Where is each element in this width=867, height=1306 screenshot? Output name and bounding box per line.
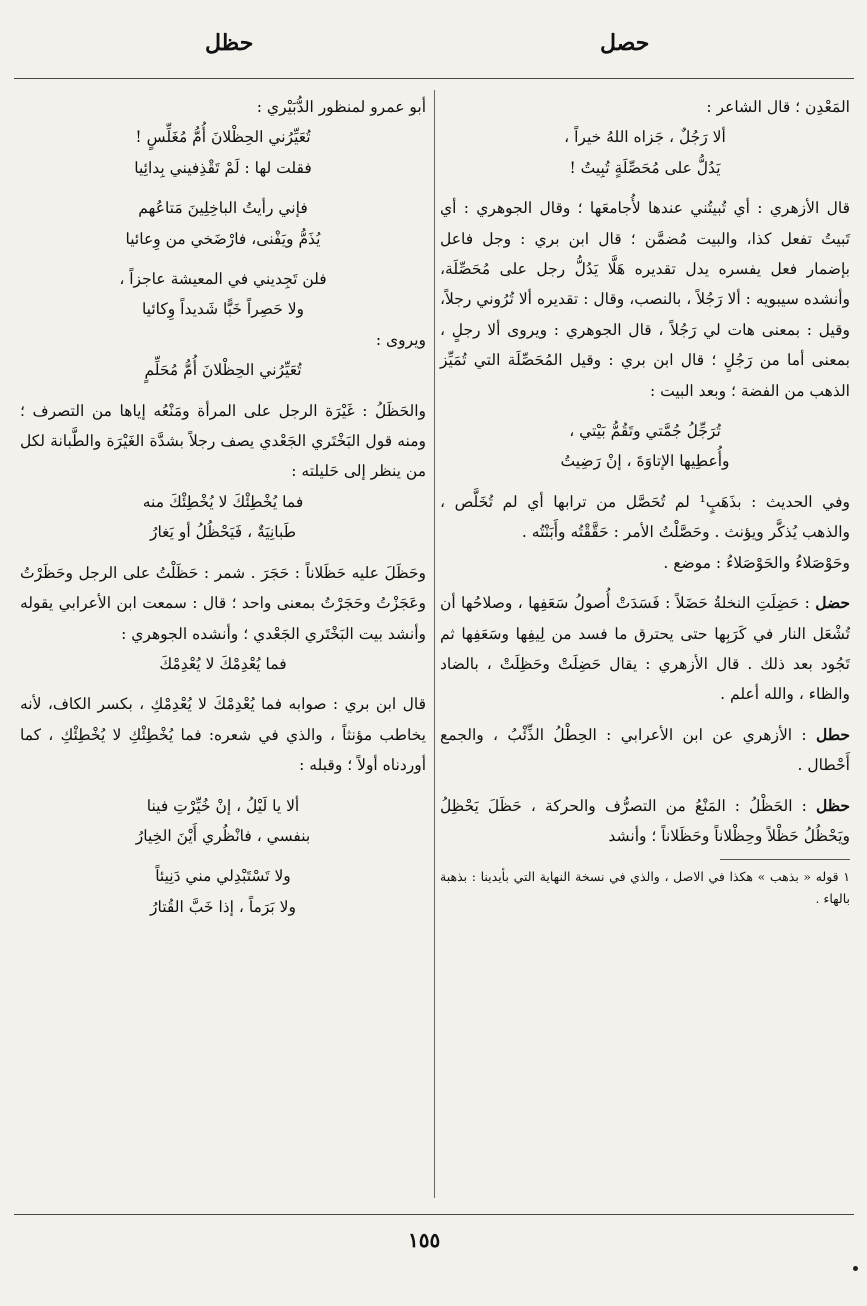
text-paragraph: والحَظَلُ : غَيْرَة الرجل على المرأة ومَنْعُه إياها من التصرف ؛ ومنه قول البَخْتَري الجَعْدي يصف رجلاً بشدَّة الغَيْرَة والطَّبانة لكل من ينظر إلى حَليلته : <box>20 401 426 481</box>
page-number: ١٥٥ <box>408 1228 441 1252</box>
running-header-left: حظل <box>205 30 254 56</box>
text-line: أبو عمرو لمنظور الدُّبَيْري : <box>256 98 426 116</box>
right-column <box>440 92 850 910</box>
headword: حطل <box>815 724 850 744</box>
running-header-right: حصل <box>600 30 650 56</box>
verse-line: يُذَمُّ ويَفْنى، فارْضَخي من وِعائيا <box>125 229 321 248</box>
headword: حضل <box>815 593 850 613</box>
left-column <box>20 92 426 922</box>
verse-line: فقلت لها : لَمْ تَقْذِفيني بِدائِيا <box>134 158 312 177</box>
verse-line: ولا تَسْتَبْدِلي مني دَنِيئاً <box>155 867 291 886</box>
verse-line: فما يُعْدِمْكَ لا يُعْدِمْكَ <box>159 654 287 673</box>
verse-line: تُعَيِّرُني الحِظْلانَ أُمُّ مُغَلِّسٍ ! <box>135 128 311 147</box>
entry-text: : الحَظْلُ : المَنْعُ من التصرُّف والحركة ، حَظَلَ يَحْظِلُ ويَحْظُلُ حَظْلاً وحِظْلاناً وحَظَلاناً ؛ وأنشد <box>440 796 850 845</box>
text-paragraph: وفي الحديث : بذَهَبٍ¹ لم تُحَصَّل من ترابها أي لم تُخَلَّص ، والذهب يُذكَّر ويؤنث . وحَصَّلْتُ الأمر : حَقَّقْتُه وأَبَنْتُه . <box>440 492 850 542</box>
verse-line: وأُعطِيها الإتاوَةَ ، إنْ رَضِيتُ <box>560 452 730 471</box>
entry-text: : حَضِلَتِ النخلةُ حَضَلاً : فَسَدَتْ أُصولُ سَعَفِها ، وصلاحُها أن تُشْعَل النار في كَرَبِها حتى يحترق ما فسد من لِيفِها وسَعَفِها ثم تَجُود بعد ذلك . قال الأزهري : يقال حَضِلَتْ وحَظِلَتْ ، بالضاد والظاء ، والله أعلم . <box>440 594 850 704</box>
headword: حظل <box>815 795 850 815</box>
footnote-rule <box>720 859 850 860</box>
text-paragraph: وحَوْصَلاءُ والحَوْصَلاءُ : موضع . <box>663 553 850 572</box>
entry-hadl <box>440 588 850 710</box>
column-divider <box>434 90 435 1198</box>
text-line: ويروى : <box>375 330 426 349</box>
verse-line: يَدُلُّ على مُحَصِّلَةٍ تُبِيتُ ! <box>569 158 721 177</box>
entry-hazl <box>440 791 850 852</box>
verse-line: فإني رأيتُ الباخِلِينَ مَتاعُهم <box>138 199 308 218</box>
verse-line: تُعَيِّرُني الحِظْلانَ أُمُّ مُحَلِّمٍ <box>144 361 302 380</box>
verse-line: ولا حَصِراً خَبًّا شَديداً وِكائيا <box>141 300 305 319</box>
text-line: المَعْدِن ؛ قال الشاعر : <box>706 98 850 116</box>
verse-line: ألا رَجُلٌ ، جَزاه اللهُ خيراً ، <box>564 128 726 147</box>
verse-line: ولا بَرَماً ، إذا خَبَّ القُتارُ <box>150 897 296 916</box>
header-rule <box>14 78 854 79</box>
entry-text: : الأزهري عن ابن الأعرابي : الحِطْلُ الذِّئْبُ ، والجمع أَحْطال . <box>440 725 850 775</box>
footer-rule <box>14 1214 854 1215</box>
verse-line: طَبانِيَةٌ ، فَيَحْظُلُ أو يَغارُ <box>149 523 297 542</box>
footnote: ١ قوله « بذهب » هكذا في الاصل ، والذي في نسخة النهاية التي بأيدينا : بذهبة بالهاء . <box>440 869 850 907</box>
verse-line: ألا يا لَيْلُ ، إنْ خُيِّرْتِ فينا <box>146 796 300 815</box>
verse-line: فلن تَجِديني في المعيشة عاجزاً ، <box>119 270 327 289</box>
verse-line: بنفسي ، فانْظُري أَيْنَ الخِيارُ <box>135 826 311 845</box>
verse-line: تُرَجِّلُ جُمَّتي وتَقُمُّ بَيْتي ، <box>569 422 721 441</box>
text-paragraph: وحَظَلَ عليه حَظَلاناً : حَجَرَ . شمر : حَظَلْتُ على الرجل وحَظَرْتُ وعَجَزْتُ وحَجَرْتُ بمعنى واحد ؛ قال : سمعت ابن الأعرابي يقوله وأنشد بيت البَخْتَري الجَعْدي ؛ وأنشده الجوهري : <box>20 563 426 643</box>
text-paragraph: قال ابن بري : صوابه فما يُعْدِمْكَ لا يُعْدِمْكِ ، بكسر الكاف، لأنه يخاطب مؤنثاً ، والذي في شعره: فما يُخْطِئْكِ لا يُخْطِئْكِ ، كما أوردناه أولاً ؛ وقبله : <box>20 695 426 775</box>
ink-speck <box>853 1266 858 1271</box>
text-paragraph: قال الأزهري : أي تُبيتُني عندها لأُجامعَها ؛ وقال الجوهري : أي تَبيتُ تفعل كذا، والبيت مُضمَّن ؛ قال ابن بري : وجل فاعل بإضمار فعل يفسره يدل تقديره هَلَّا يَدُلُّ رجل على مُحَصِّلَة، وأنشده سيبويه : ألا رَجُلاً ، بالنصب، وقال : تقديره ألا تُرُوني رجلاً، وقيل : بمعنى هات لي رَجُلاً ، قال الجوهري : ويروى ألا رجلٍ ، بمعنى أما من رَجُلٍ ؛ قال ابن بري : وقيل المُحَصِّلَة التي تُمَيِّز الذهب من الفضة ؛ وبعد البيت : <box>440 199 850 400</box>
entry-hatl <box>440 720 850 781</box>
verse-line: فما يُخْطِئْكَ لا يُخْطِئْكَ منه <box>142 492 304 511</box>
